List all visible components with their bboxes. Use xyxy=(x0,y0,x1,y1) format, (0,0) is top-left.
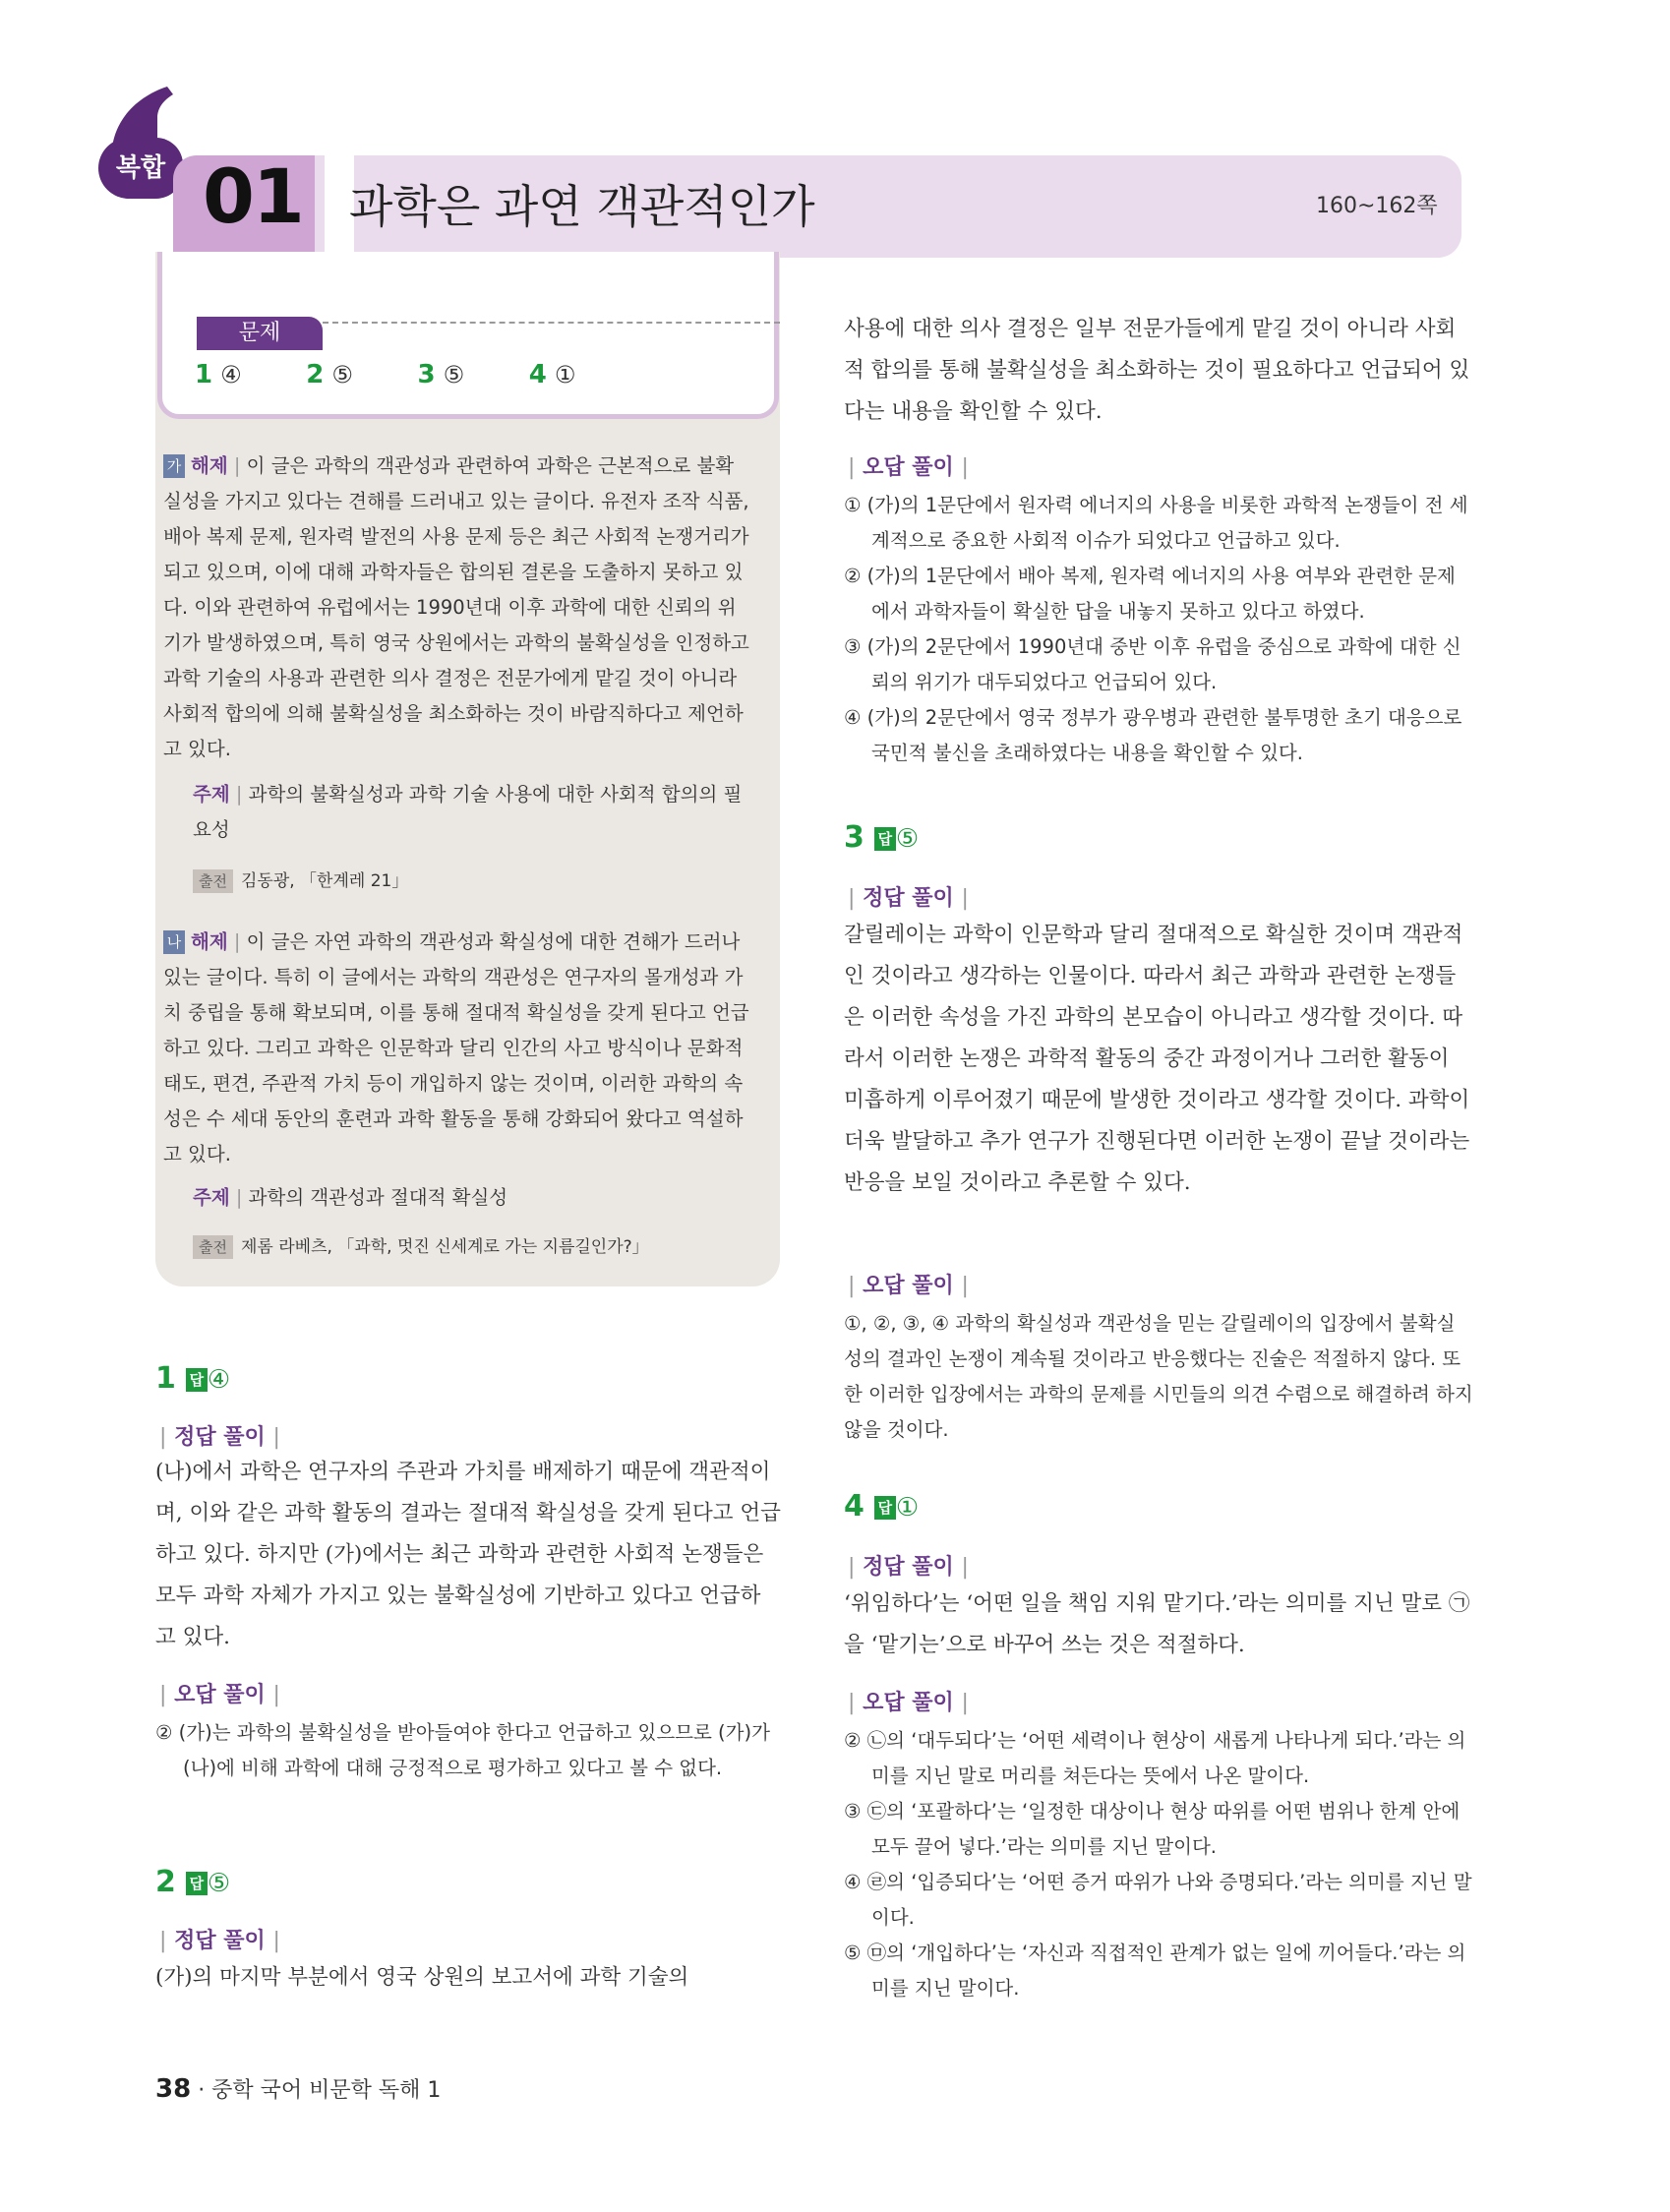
q2-correct-text-left: (가)의 마지막 부분에서 영국 상원의 보고서에 과학 기술의 xyxy=(155,1965,689,1990)
theme-label: 주제 xyxy=(193,1186,230,1209)
theme-label: 주제 xyxy=(193,783,230,806)
source-label: 출전 xyxy=(193,869,233,893)
answer-q: 3 xyxy=(417,360,436,389)
q3-wrong-heading: | 오답 풀이 | xyxy=(848,1274,969,1298)
q1-wrong-heading: | 오답 풀이 | xyxy=(159,1683,280,1707)
answer-value: ⑤ xyxy=(895,824,920,854)
q2-heading xyxy=(155,1865,230,1899)
passage-na-summary: 나 해제 | 이 글은 자연 과학의 객관성과 확실성에 대한 견해가 드러나 있는 글이다. 특히 이 글에서는 과학의 객관성은 연구자의 몰개성과 가치 중립을 통해 확보되며, 이를 통해 절대적 확실성을 갖게 된다고 언급하고 있다. 그리고 과학은 인문학과 달리 인간의 사고 방식이나 문화적 태도, 편견, 주관적 가치 등이 개입하지 않는 것이며, 이러한 과학의 속성은 수 세대 동안의 훈련과 과학 활동을 통해 강화되어 왔다고 역설하고 있다. xyxy=(163,930,749,1166)
q3-heading xyxy=(844,820,919,855)
q2-wrong-heading: | 오답 풀이 | xyxy=(848,455,969,480)
page-number: 38 xyxy=(155,2074,192,2104)
passage-ga-theme: 주제 | 과학의 불확실성과 과학 기술 사용에 대한 사회적 합의의 필요성 xyxy=(193,783,743,841)
answer-value: ④ xyxy=(207,1365,231,1395)
page-title: 과학은 과연 객관적인가 xyxy=(349,180,815,233)
source-text: 제롬 라베츠, 「과학, 멋진 신세계로 가는 지름길인가?」 xyxy=(240,1237,649,1257)
answer-a: ⑤ xyxy=(331,361,353,389)
answer-label: 문제 xyxy=(197,317,323,350)
q2-correct-text-right: 사용에 대한 의사 결정은 일부 전문가들에게 맡길 것이 아니라 사회적 합의를 통해 불확실성을 최소화하는 것이 필요하다고 언급되어 있다는 내용을 확인할 수 있다. xyxy=(844,317,1470,424)
q4-wrong-heading: | 오답 풀이 | xyxy=(848,1691,969,1715)
passage-na-source xyxy=(193,1229,751,1265)
page-range: 160~162쪽 xyxy=(1316,194,1438,218)
q1-wrong-item: ② (가)는 과학의 불확실성을 받아들여야 한다고 언급하고 있으므로 (가)가 (나)에 비해 과학에 대해 긍정적으로 평가하고 있다고 볼 수 없다. xyxy=(155,1721,770,1779)
answer-value: ⑤ xyxy=(207,1869,231,1898)
q1-heading xyxy=(155,1361,230,1396)
theme-text: 과학의 객관성과 절대적 확실성 xyxy=(248,1186,508,1209)
q4-wrong-item: ⑤ ㉤의 ‘개입하다’는 ‘자신과 직접적인 관계가 없는 일에 끼어들다.’라는 의미를 지닌 말이다. xyxy=(844,1942,1466,2000)
answer-q: 1 xyxy=(195,360,213,389)
passage-ga-summary: 가 해제 | 이 글은 과학의 객관성과 관련하여 과학은 근본적으로 불확실성을 가지고 있다는 견해를 드러내고 있는 글이다. 유전자 조작 식품, 배아 복제 문제, 원자력 발전의 사용 문제 등은 최근 사회적 논쟁거리가 되고 있으며, 이에 대해 과학자들은 합의된 결론을 도출하지 못하고 있다. 이와 관련하여 유럽에서는 1990년대 이후 과학에 대한 신뢰의 위기가 발생하였으며, 특히 영국 상원에서는 과학의 불확실성을 인정하고 과학 기술의 사용과 관련한 의사 결정은 전문가에게 맡길 것이 아니라 사회적 합의에 의해 불확실성을 최소화하는 것이 바람직하다고 제언하고 있다. xyxy=(163,454,749,760)
answer-a: ① xyxy=(554,361,576,389)
answer-q: 2 xyxy=(306,360,325,389)
q2-wrong-list xyxy=(844,488,1473,771)
summary-text: 이 글은 과학의 객관성과 관련하여 과학은 근본적으로 불확실성을 가지고 있다는 견해를 드러내고 있는 글이다. 유전자 조작 식품, 배아 복제 문제, 원자력 발전의 사용 문제 등은 최근 사회적 논쟁거리가 되고 있으며, 이에 대해 과학자들은 합의된 결론을 도출하지 못하고 있다. 이와 관련하여 유럽에서는 1990년대 이후 과학에 대한 신뢰의 위기가 발생하였으며, 특히 영국 상원에서는 과학의 불확실성을 인정하고 과학 기술의 사용과 관련한 의사 결정은 전문가에게 맡길 것이 아니라 사회적 합의에 의해 불확실성을 최소화하는 것이 바람직하다고 제언하고 있다. xyxy=(163,454,749,760)
passage-tag: 가 xyxy=(163,454,185,478)
q4-wrong-item: ② ㉡의 ‘대두되다’는 ‘어떤 세력이나 현상이 새롭게 나타나게 되다.’라는 의미를 지닌 말로 머리를 쳐든다는 뜻에서 나온 말이다. xyxy=(844,1729,1466,1787)
q2-correct-heading: | 정답 풀이 | xyxy=(159,1929,280,1953)
source-label: 출전 xyxy=(193,1235,233,1259)
q4-heading xyxy=(844,1489,919,1524)
answer-tag: 답 xyxy=(186,1872,208,1895)
book-title: · 중학 국어 비문학 독해 1 xyxy=(198,2078,442,2103)
q4-correct-text: ‘위임하다’는 ‘어떤 일을 책임 지워 맡기다.’라는 의미를 지닌 말로 ㉠을 ‘맡기는’으로 바꾸어 쓰는 것은 적절하다. xyxy=(844,1591,1470,1657)
q4-wrong-item: ③ ㉢의 ‘포괄하다’는 ‘일정한 대상이나 현상 따위를 어떤 범위나 한계 안에 모두 끌어 넣다.’라는 의미를 지닌 말이다. xyxy=(844,1800,1461,1858)
q1-correct-text: (나)에서 과학은 연구자의 주관과 가치를 배제하기 때문에 객관적이며, 이와 같은 과학 활동의 결과는 절대적 확실성을 갖게 된다고 언급하고 있다. 하지만 (가)에서는 최근 과학과 관련한 사회적 논쟁들은 모두 과학 자체가 가지고 있는 불확실성에 기반하고 있다고 언급하고 있다. xyxy=(155,1460,781,1649)
passage-ga-source xyxy=(193,864,751,899)
answer-tag: 답 xyxy=(874,827,896,851)
section-number: 01 xyxy=(203,152,303,240)
q2-wrong-item: ④ (가)의 2문단에서 영국 정부가 광우병과 관련한 불투명한 초기 대응으로 국민적 불신을 초래하였다는 내용을 확인할 수 있다. xyxy=(844,706,1462,764)
question-number: 4 xyxy=(844,1489,865,1524)
source-text: 김동광, 「한계레 21」 xyxy=(240,871,409,891)
passage-tag: 나 xyxy=(163,930,185,954)
answer-tag: 답 xyxy=(186,1368,208,1392)
passage-na-theme: 주제 | 과학의 객관성과 절대적 확실성 xyxy=(193,1186,508,1209)
question-number: 2 xyxy=(155,1865,176,1899)
answer-value: ① xyxy=(895,1493,920,1523)
q4-wrong-item: ④ ㉣의 ‘입증되다’는 ‘어떤 증거 따위가 나와 증명되다.’라는 의미를 지닌 말이다. xyxy=(844,1871,1472,1929)
summary-text: 이 글은 자연 과학의 객관성과 확실성에 대한 견해가 드러나 있는 글이다. 특히 이 글에서는 과학의 객관성은 연구자의 몰개성과 가치 중립을 통해 확보되며, 이를 통해 절대적 확실성을 갖게 된다고 언급하고 있다. 그리고 과학은 인문학과 달리 인간의 사고 방식이나 문화적 태도, 편견, 주관적 가치 등이 개입하지 않는 것이며, 이러한 과학의 속성은 수 세대 동안의 훈련과 과학 활동을 통해 강화되어 왔다고 역설하고 있다. xyxy=(163,930,749,1166)
q2-wrong-item: ③ (가)의 2문단에서 1990년대 중반 이후 유럽을 중심으로 과학에 대한 신뢰의 위기가 대두되었다고 언급되어 있다. xyxy=(844,635,1461,693)
q3-wrong-text: ①, ②, ③, ④ 과학의 확실성과 객관성을 믿는 갈릴레이의 입장에서 불확실성의 결과인 논쟁이 계속될 것이라고 반응했다는 진술은 적절하지 않다. 또한 이러한 입장에서는 과학의 문제를 시민들의 의견 수렴으로 해결하려 하지 않을 것이다. xyxy=(844,1312,1473,1441)
theme-text: 과학의 불확실성과 과학 기술 사용에 대한 사회적 합의의 필요성 xyxy=(193,783,743,841)
q4-wrong-list xyxy=(844,1723,1473,2006)
q4-correct-heading: | 정답 풀이 | xyxy=(848,1555,969,1580)
page-footer xyxy=(155,2073,441,2104)
q2-wrong-item: ② (가)의 1문단에서 배아 복제, 원자력 에너지의 사용 여부와 관련한 문제에서 과학자들이 확실한 답을 내놓지 못하고 있다고 하였다. xyxy=(844,565,1456,623)
q1-correct-heading: | 정답 풀이 | xyxy=(159,1425,280,1450)
answer-a: ⑤ xyxy=(443,361,465,389)
answer-key xyxy=(195,360,632,389)
question-number: 1 xyxy=(155,1361,176,1396)
summary-label: 해제 xyxy=(191,454,228,477)
q3-correct-heading: | 정답 풀이 | xyxy=(848,886,969,911)
answer-a: ④ xyxy=(220,361,242,389)
summary-label: 해제 xyxy=(191,930,228,953)
dashed-divider xyxy=(323,322,780,324)
answer-tag: 답 xyxy=(874,1496,896,1520)
question-number: 3 xyxy=(844,820,865,855)
category-badge: 복합 xyxy=(98,138,183,199)
answer-q: 4 xyxy=(528,360,547,389)
q3-correct-text: 갈릴레이는 과학이 인문학과 달리 절대적으로 확실한 것이며 객관적인 것이라고 생각하는 인물이다. 따라서 최근 과학과 관련한 논쟁들은 이러한 속성을 가진 과학의 본모습이 아니라고 생각할 것이다. 따라서 이러한 논쟁은 과학적 활동의 중간 과정이거나 그러한 활동이 미흡하게 이루어졌기 때문에 발생한 것이라고 생각할 것이다. 과학이 더욱 발달하고 추가 연구가 진행된다면 이러한 논쟁이 끝날 것이라는 반응을 보일 것이라고 추론할 수 있다. xyxy=(844,923,1470,1195)
q2-wrong-item: ① (가)의 1문단에서 원자력 에너지의 사용을 비롯한 과학적 논쟁들이 전 세계적으로 중요한 사회적 이슈가 되었다고 언급하고 있다. xyxy=(844,494,1468,552)
